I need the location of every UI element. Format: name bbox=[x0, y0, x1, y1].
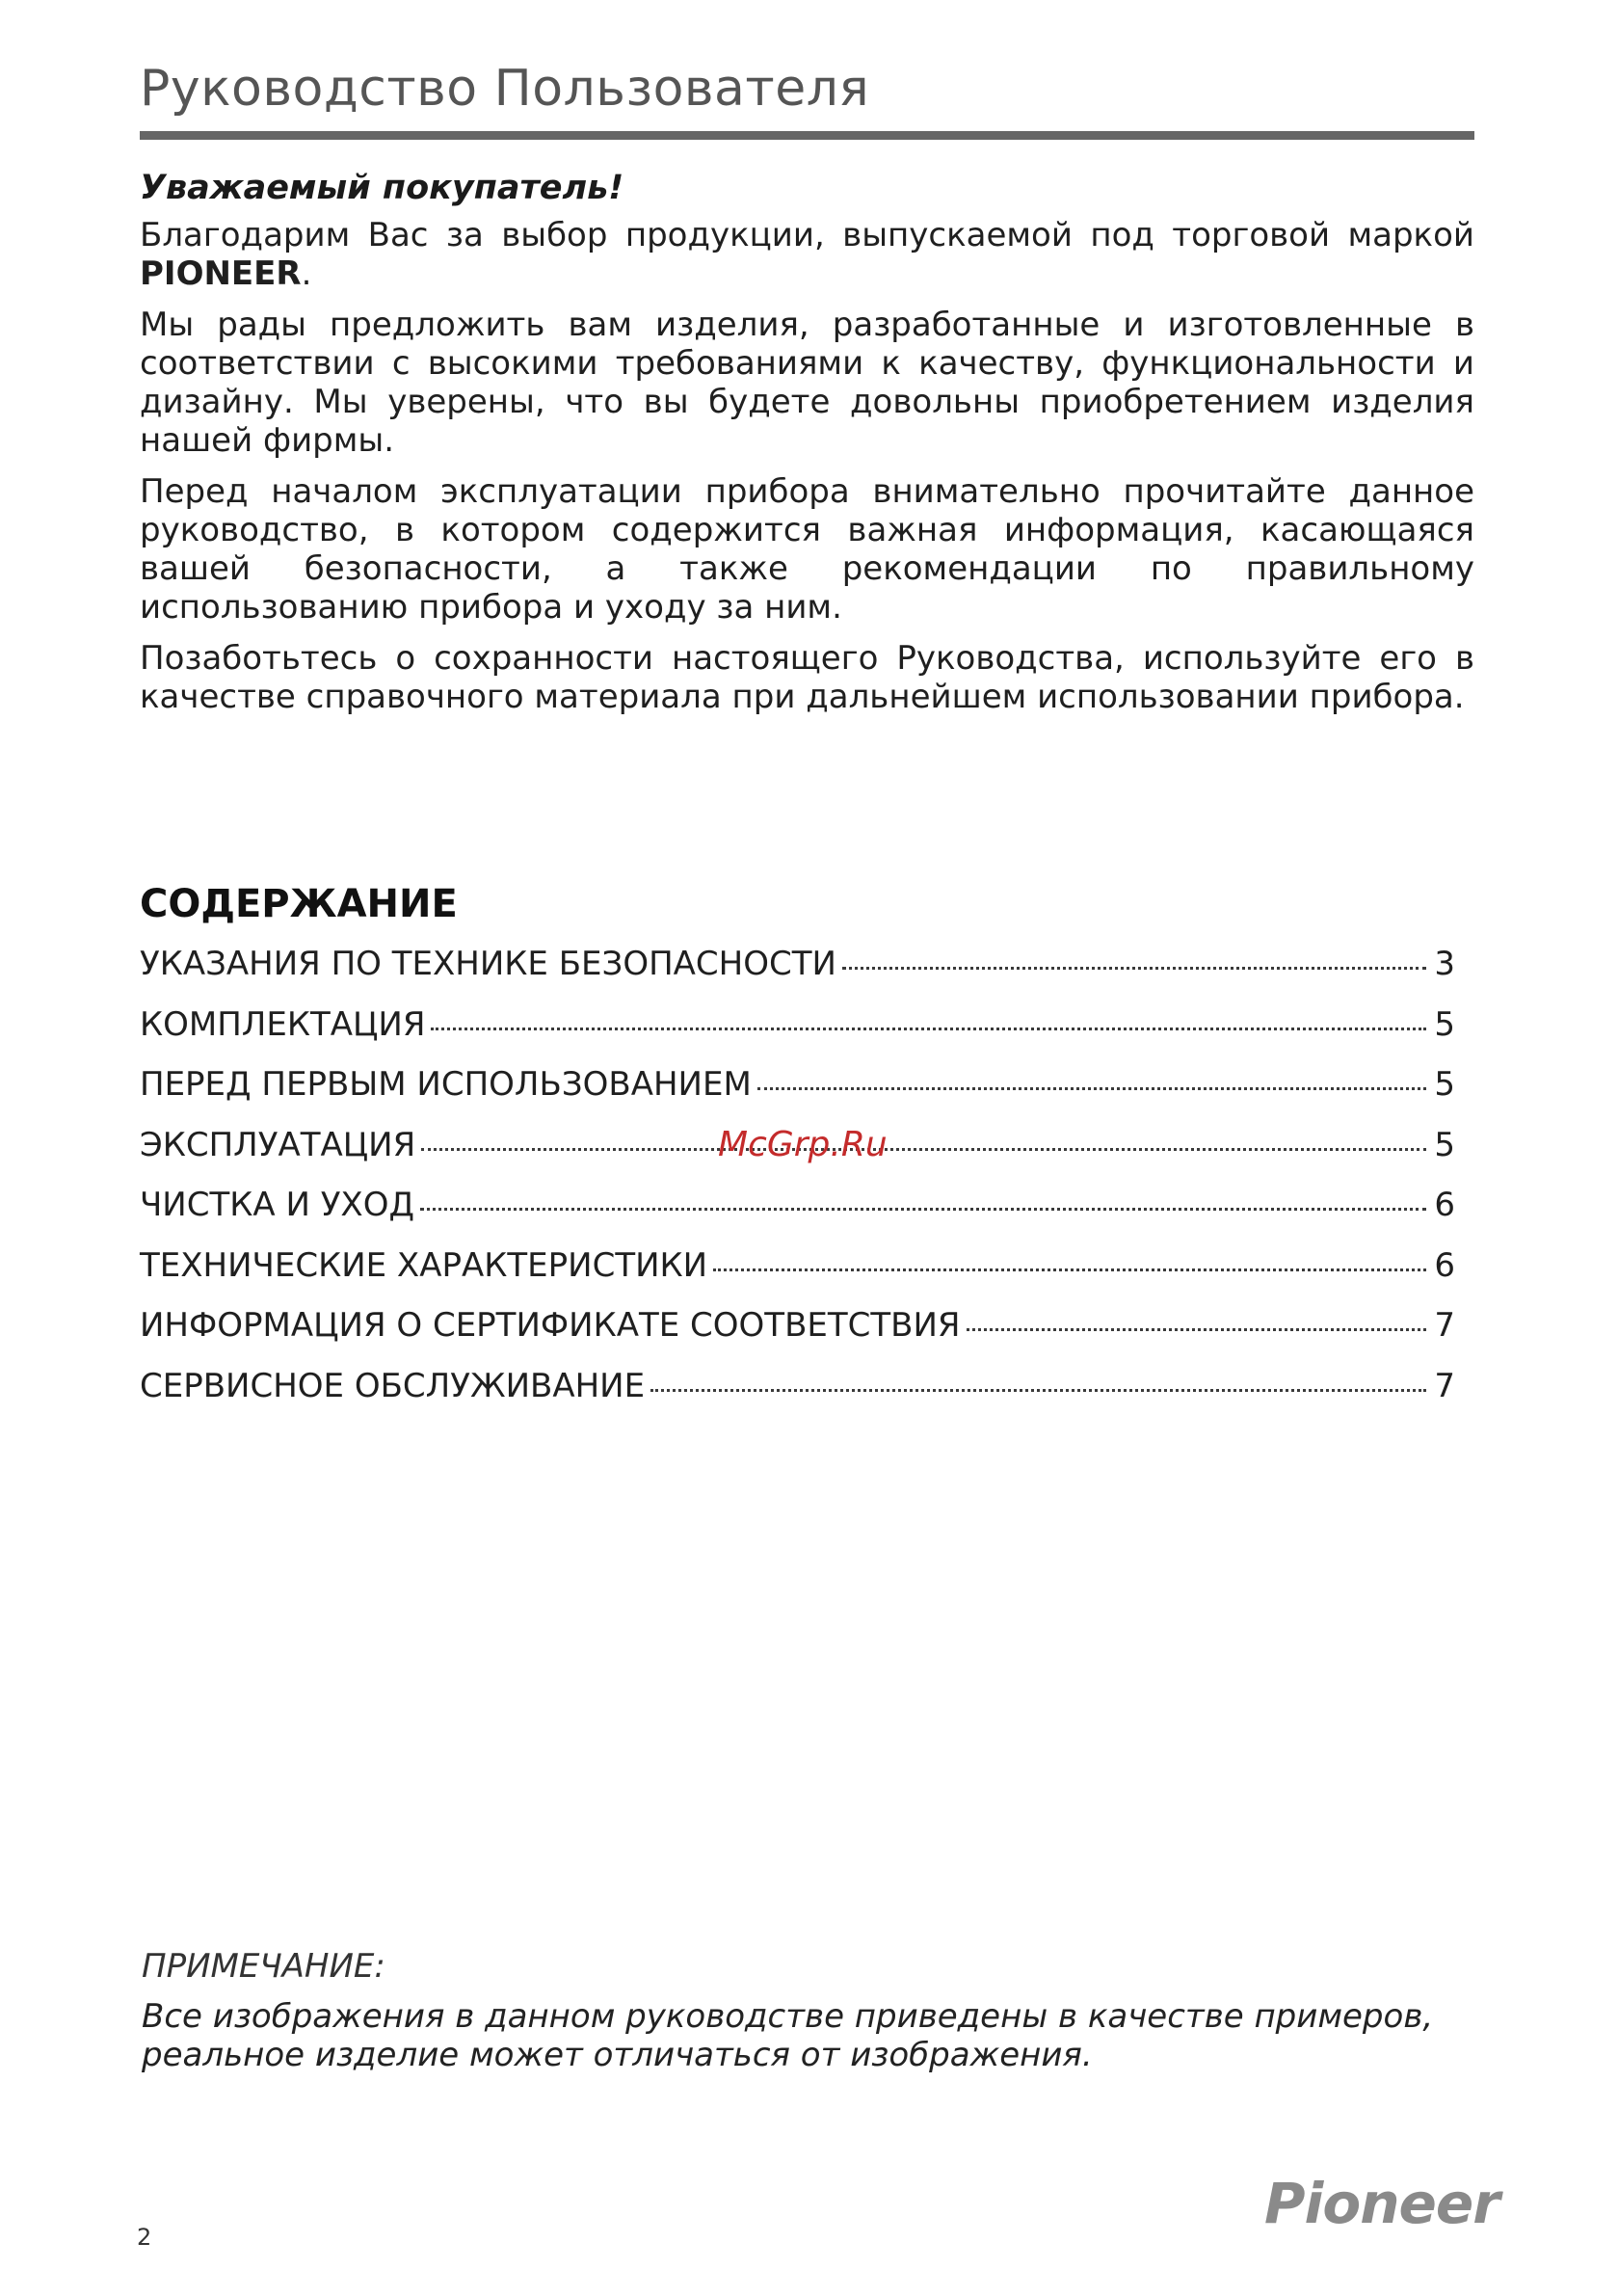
toc-entry-label: КОМПЛЕКТАЦИЯ bbox=[140, 1004, 426, 1044]
toc-leader-dots bbox=[967, 1328, 1427, 1331]
toc-entry-first-use[interactable] bbox=[140, 1065, 1455, 1126]
toc-entry-page: 5 bbox=[1434, 1125, 1455, 1164]
intro-paragraph-3: Перед началом эксплуатации прибора внимательно прочитайте данное руководство, в котором содержится важная информация, касающаяся вашей безопасности, а также рекомендации по правильному использованию прибора и уходу за ним. bbox=[140, 472, 1474, 627]
toc-entry-label: ЭКСПЛУАТАЦИЯ bbox=[140, 1125, 416, 1164]
header-divider bbox=[140, 131, 1474, 140]
intro-paragraph-1-end: . bbox=[301, 254, 312, 293]
toc-entry-service[interactable] bbox=[140, 1367, 1455, 1428]
brand-name: PIONEER bbox=[140, 254, 302, 293]
toc-entry-page: 3 bbox=[1434, 945, 1455, 983]
toc-entry-page: 5 bbox=[1434, 1065, 1455, 1104]
pioneer-logo: Pioneer bbox=[1264, 2171, 1499, 2236]
toc-leader-dots bbox=[420, 1208, 1426, 1211]
toc-entry-page: 6 bbox=[1434, 1245, 1455, 1285]
toc-entry-package[interactable] bbox=[140, 1005, 1455, 1066]
toc-leader-dots bbox=[431, 1028, 1426, 1030]
intro-paragraph-4: Позаботьтесь о сохранности настоящего Руководства, используйте его в качестве справочного материала при дальнейшем использовании прибора. bbox=[140, 639, 1474, 716]
toc-heading: СОДЕРЖАНИЕ bbox=[140, 882, 458, 926]
toc-entry-label: УКАЗАНИЯ ПО ТЕХНИКЕ БЕЗОПАСНОСТИ bbox=[140, 945, 836, 983]
toc-entry-specs[interactable] bbox=[140, 1246, 1455, 1307]
toc-entry-page: 7 bbox=[1434, 1366, 1455, 1405]
note-label: ПРИМЕЧАНИЕ: bbox=[142, 1947, 385, 1986]
intro-paragraph-1 bbox=[140, 216, 1474, 293]
intro-paragraph-1-text: Благодарим Вас за выбор продукции, выпускаемой под торговой маркой bbox=[140, 216, 1474, 254]
toc-leader-dots bbox=[421, 1148, 1426, 1151]
toc-entry-cleaning[interactable] bbox=[140, 1186, 1455, 1246]
page-title: Руководство Пользователя bbox=[140, 60, 870, 118]
greeting-heading: Уважаемый покупатель! bbox=[140, 169, 624, 207]
toc-entry-label: ЧИСТКА И УХОД bbox=[140, 1186, 415, 1224]
toc-entry-label: СЕРВИСНОЕ ОБСЛУЖИВАНИЕ bbox=[140, 1366, 646, 1405]
note-text: Все изображения в данном руководстве приведены в качестве примеров, реальное изделие может отличаться от изображения. bbox=[142, 1997, 1434, 2074]
toc-leader-dots bbox=[842, 967, 1426, 970]
toc-entry-safety[interactable] bbox=[140, 945, 1455, 1005]
watermark-text: McGrp.Ru bbox=[718, 1125, 888, 1164]
toc-entry-page: 7 bbox=[1434, 1306, 1455, 1345]
toc-entry-label: ПЕРЕД ПЕРВЫМ ИСПОЛЬЗОВАНИЕМ bbox=[140, 1065, 752, 1104]
toc-entry-label: ТЕХНИЧЕСКИЕ ХАРАКТЕРИСТИКИ bbox=[140, 1245, 708, 1285]
intro-section bbox=[140, 216, 1474, 729]
toc-leader-dots bbox=[650, 1389, 1426, 1392]
table-of-contents bbox=[140, 945, 1455, 1427]
toc-entry-certificate[interactable] bbox=[140, 1306, 1455, 1367]
toc-entry-page: 6 bbox=[1434, 1186, 1455, 1224]
toc-leader-dots bbox=[713, 1268, 1426, 1271]
page-number: 2 bbox=[137, 2224, 152, 2251]
toc-leader-dots bbox=[757, 1087, 1427, 1090]
toc-entry-label: ИНФОРМАЦИЯ О СЕРТИФИКАТЕ СООТВЕТСТВИЯ bbox=[140, 1306, 961, 1345]
toc-entry-page: 5 bbox=[1434, 1004, 1455, 1044]
intro-paragraph-2: Мы рады предложить вам изделия, разработанные и изготовленные в соответствии с высокими требованиями к качеству, функциональности и дизайну. Мы уверены, что вы будете довольны приобретением изделия нашей фирмы. bbox=[140, 306, 1474, 460]
